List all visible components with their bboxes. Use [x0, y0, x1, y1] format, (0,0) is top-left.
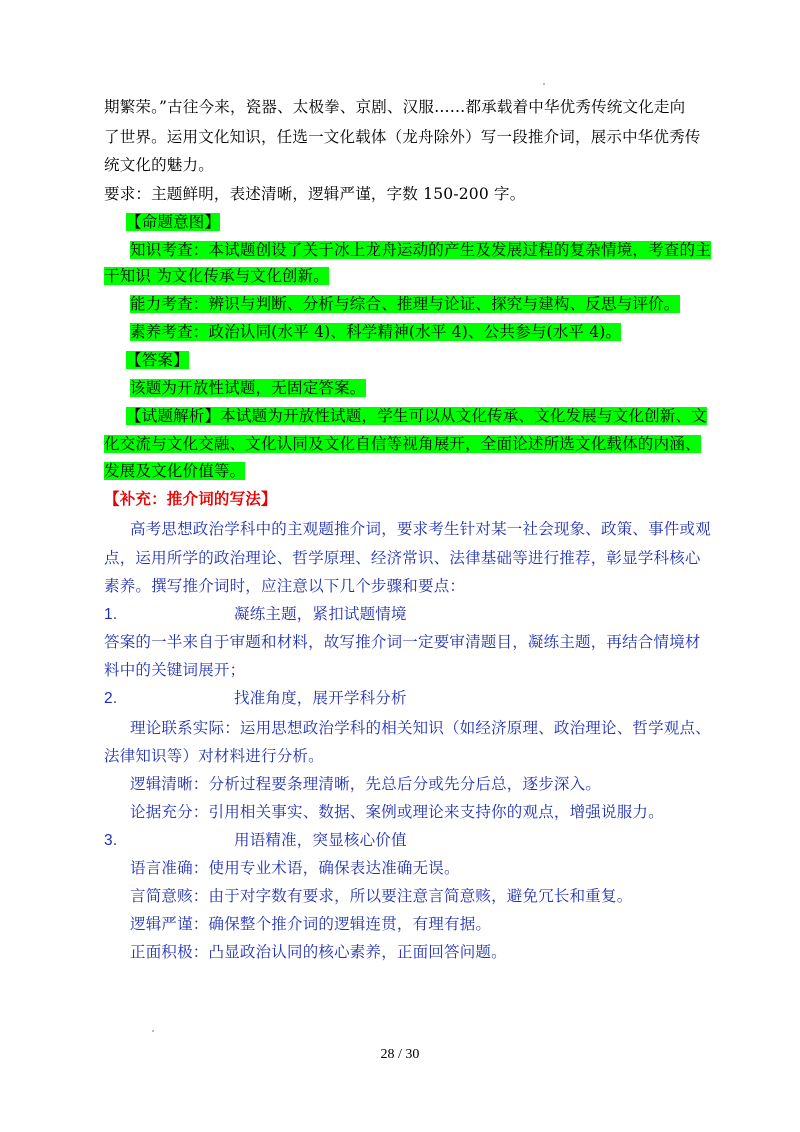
scan-dot	[152, 1030, 154, 1032]
scan-dot	[543, 83, 545, 85]
intent-knowledge-line: 知识考查：本试题创设了关于冰上龙舟运动的产生及发展过程的复杂情境，考查的主	[130, 241, 711, 259]
step-number: 3.	[104, 832, 118, 849]
supplement-intro-line: 高考思想政治学科中的主观题推介词，要求考生针对某一社会现象、政策、事件或观	[130, 520, 711, 538]
step-body-line: 正面积极：凸显政治认同的核心素养，正面回答问题。	[130, 943, 507, 961]
step-body-line: 论据充分：引用相关事实、数据、案例或理论来支持你的观点，增强说服力。	[130, 803, 664, 821]
analysis-line: 化交流与文化交融、文化认同及文化自信等视角展开，全面论述所选文化载体的内涵、	[104, 435, 701, 453]
analysis-line: 【试题解析】本试题为开放性试题，学生可以从文化传承、文化发展与文化创新、文	[126, 407, 707, 425]
intent-literacy: 素养考查：政治认同(水平 4)、科学精神(水平 4)、公共参与(水平 4)。	[130, 323, 622, 341]
step-1-heading	[104, 604, 407, 625]
step-body-line: 料中的关键词展开；	[104, 661, 246, 679]
step-number: 2.	[104, 690, 118, 707]
step-title: 用语精准，突显核心价值	[234, 831, 407, 849]
analysis-line: 发展及文化价值等。	[104, 462, 246, 480]
page-number: 28 / 30	[380, 1047, 420, 1062]
step-2-heading	[104, 688, 407, 709]
step-title: 找准角度，展开学科分析	[234, 689, 407, 707]
intent-knowledge-line: 干知识 为文化传承与文化创新。	[104, 267, 329, 285]
intent-title: 【命题意图】	[126, 213, 221, 231]
step-body-line: 理论联系实际：运用思想政治学科的相关知识（如经济原理、政治理论、哲学观点、	[130, 719, 711, 737]
supplement-intro-line: 素养。撰写推介词时，应注意以下几个步骤和要点：	[104, 577, 466, 595]
step-body-line: 逻辑严谨：确保整个推介词的逻辑连贯，有理有据。	[130, 915, 492, 933]
step-title: 凝练主题，紧扣试题情境	[234, 605, 407, 623]
step-body-line: 法律知识等）对材料进行分析。	[104, 747, 324, 765]
supplement-intro-line: 点，运用所学的政治理论、哲学原理、经济常识、法律基础等进行推荐，彰显学科核心	[104, 549, 701, 567]
step-body-line: 言简意赅：由于对字数有要求，所以要注意言简意赅，避免冗长和重复。	[130, 887, 633, 905]
step-body-line: 语言准确：使用专业术语，确保表达准确无误。	[130, 859, 460, 877]
step-number: 1.	[104, 606, 118, 623]
question-line: 期繁荣。”古往今来，瓷器、太极拳、京剧、汉服……都承载着中华优秀传统文化走向	[104, 98, 686, 116]
step-body-line: 逻辑清晰：分析过程要条理清晰，先总后分或先分后总，逐步深入。	[130, 775, 602, 793]
step-body-line: 答案的一半来自于审题和材料，故写推介词一定要审清题目，凝练主题，再结合情境材	[104, 633, 701, 651]
intent-ability: 能力考查：辨识与判断、分析与综合、推理与论证、探究与建构、反思与评价。	[130, 295, 680, 313]
question-requirement: 要求：主题鲜明，表述清晰，逻辑严谨，字数 150-200 字。	[104, 185, 526, 203]
question-line: 了世界。运用文化知识，任选一文化载体（龙舟除外）写一段推介词，展示中华优秀传	[104, 128, 701, 146]
answer-title: 【答案】	[126, 351, 189, 369]
step-3-heading	[104, 830, 407, 851]
question-line: 统文化的魅力。	[104, 156, 214, 174]
supplement-title: 【补充：推介词的写法】	[104, 489, 277, 508]
answer-text: 该题为开放性试题，无固定答案。	[130, 379, 366, 397]
